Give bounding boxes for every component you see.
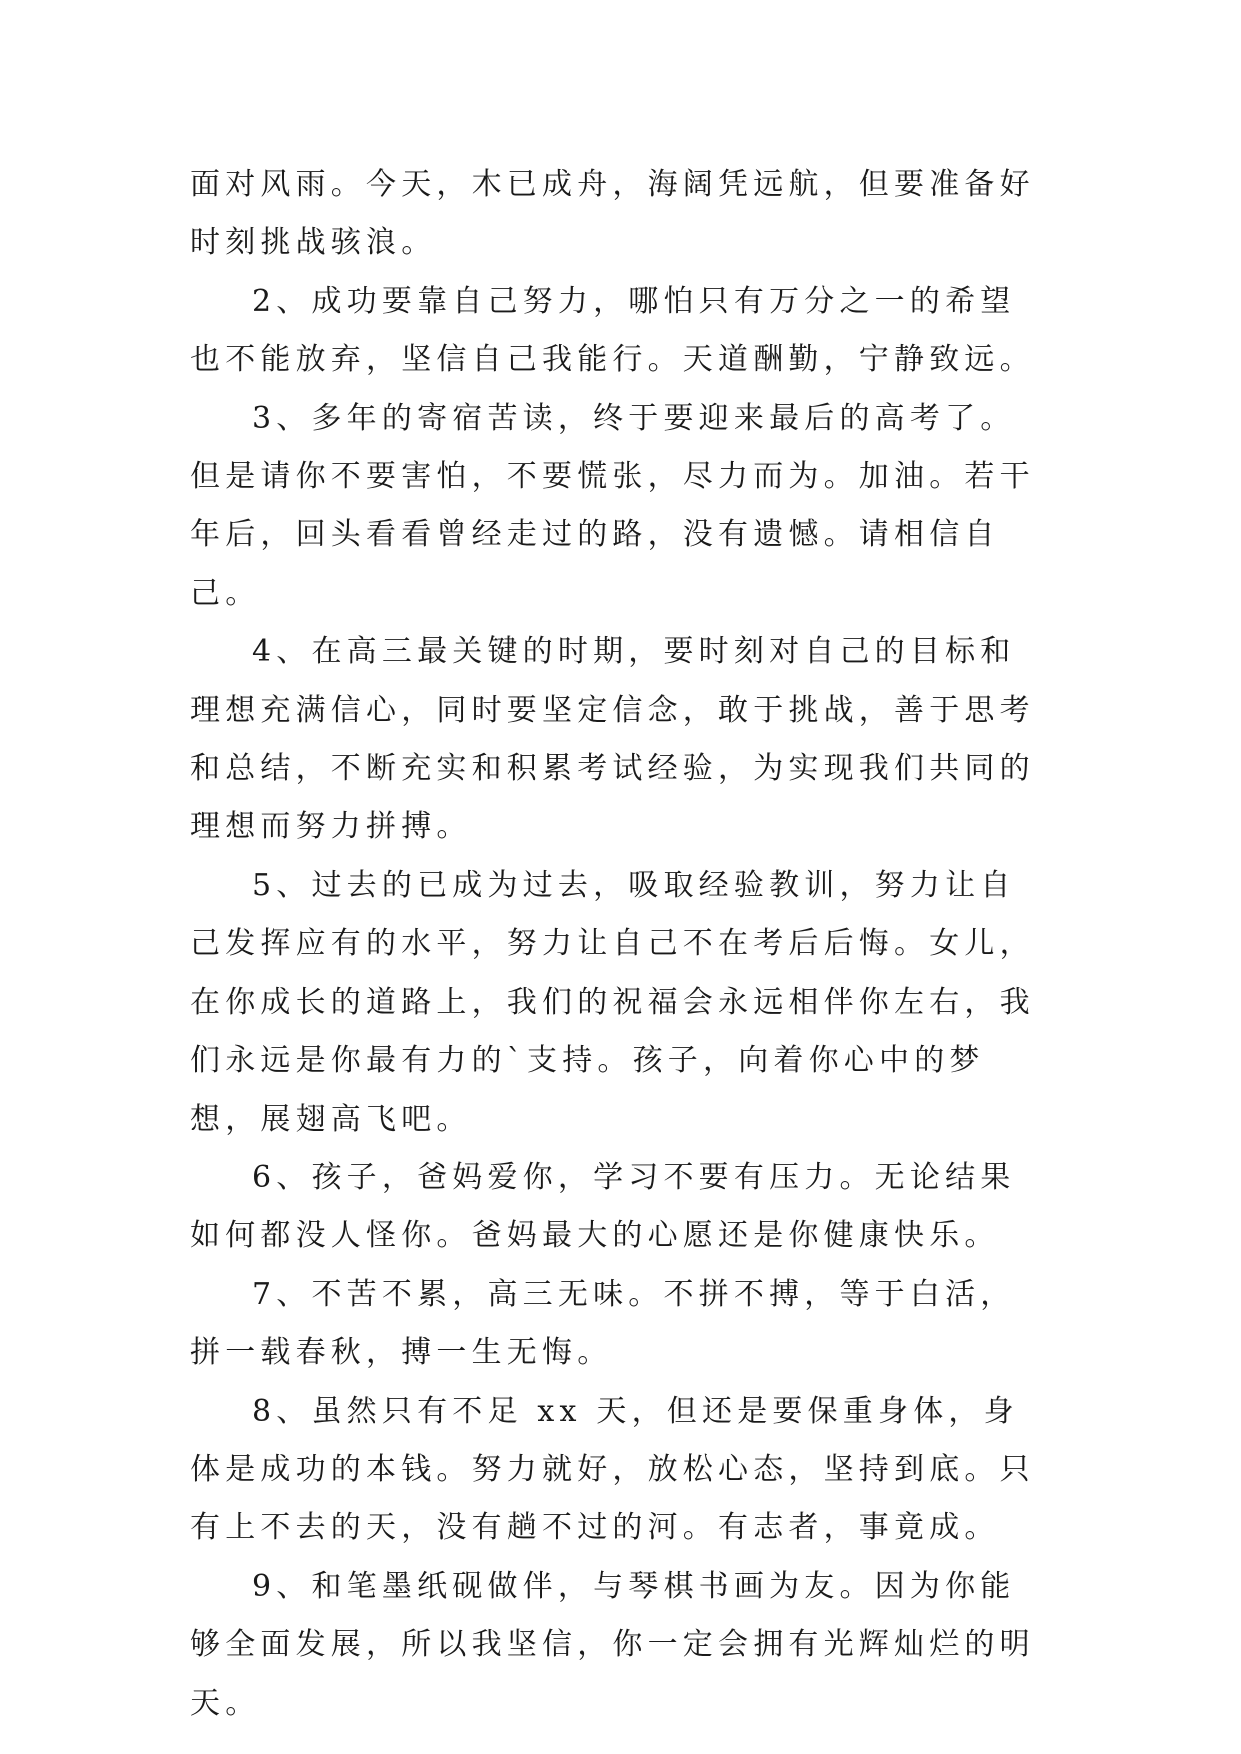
paragraph-continuation: 面对风雨。今天，木已成舟，海阔凭远航，但要准备好时刻挑战骇浪。 <box>190 167 1035 261</box>
paragraph-item-9: 9、和笔墨纸砚做伴，与琴棋书画为友。因为你能够全面发展，所以我坚信，你一定会拥有光辉灿烂的明天。 <box>190 1568 1035 1721</box>
paragraph-item-4: 4、在高三最关键的时期，要时刻对自己的目标和理想充满信心，同时要坚定信念，敢于挑战，善于思考和总结，不断充实和积累考试经验，为实现我们共同的理想而努力拼搏。 <box>190 634 1035 845</box>
paragraph-item-7: 7、不苦不累，高三无味。不拼不搏，等于白活，拼一载春秋，搏一生无悔。 <box>190 1276 1016 1371</box>
paragraph-item-3: 3、多年的寄宿苦读，终于要迎来最后的高考了。但是请你不要害怕，不要慌张，尽力而为。加油。若干年后，回头看看曾经走过的路，没有遗憾。请相信自己。 <box>190 400 1035 611</box>
paragraph-item-6: 6、孩子，爸妈爱你，学习不要有压力。无论结果如何都没人怪你。爸妈最大的心愿还是你健康快乐。 <box>190 1159 1016 1254</box>
paragraph-item-8: 8、虽然只有不足 xx 天，但还是要保重身体，身体是成功的本钱。努力就好，放松心态，坚持到底。只有上不去的天，没有趟不过的河。有志者，事竟成。 <box>190 1393 1035 1546</box>
document-body <box>190 156 1050 1733</box>
paragraph-item-2: 2、成功要靠自己努力，哪怕只有万分之一的希望也不能放弃，坚信自己我能行。天道酬勤，宁静致远。 <box>190 283 1035 378</box>
paragraph-item-5: 5、过去的已成为过去，吸取经验教训，努力让自己发挥应有的水平，努力让自己不在考后后悔。女儿，在你成长的道路上，我们的祝福会永远相伴你左右，我们永远是你最有力的`支持。孩子，向着你心中的梦想，展翅高飞吧。 <box>190 867 1035 1137</box>
